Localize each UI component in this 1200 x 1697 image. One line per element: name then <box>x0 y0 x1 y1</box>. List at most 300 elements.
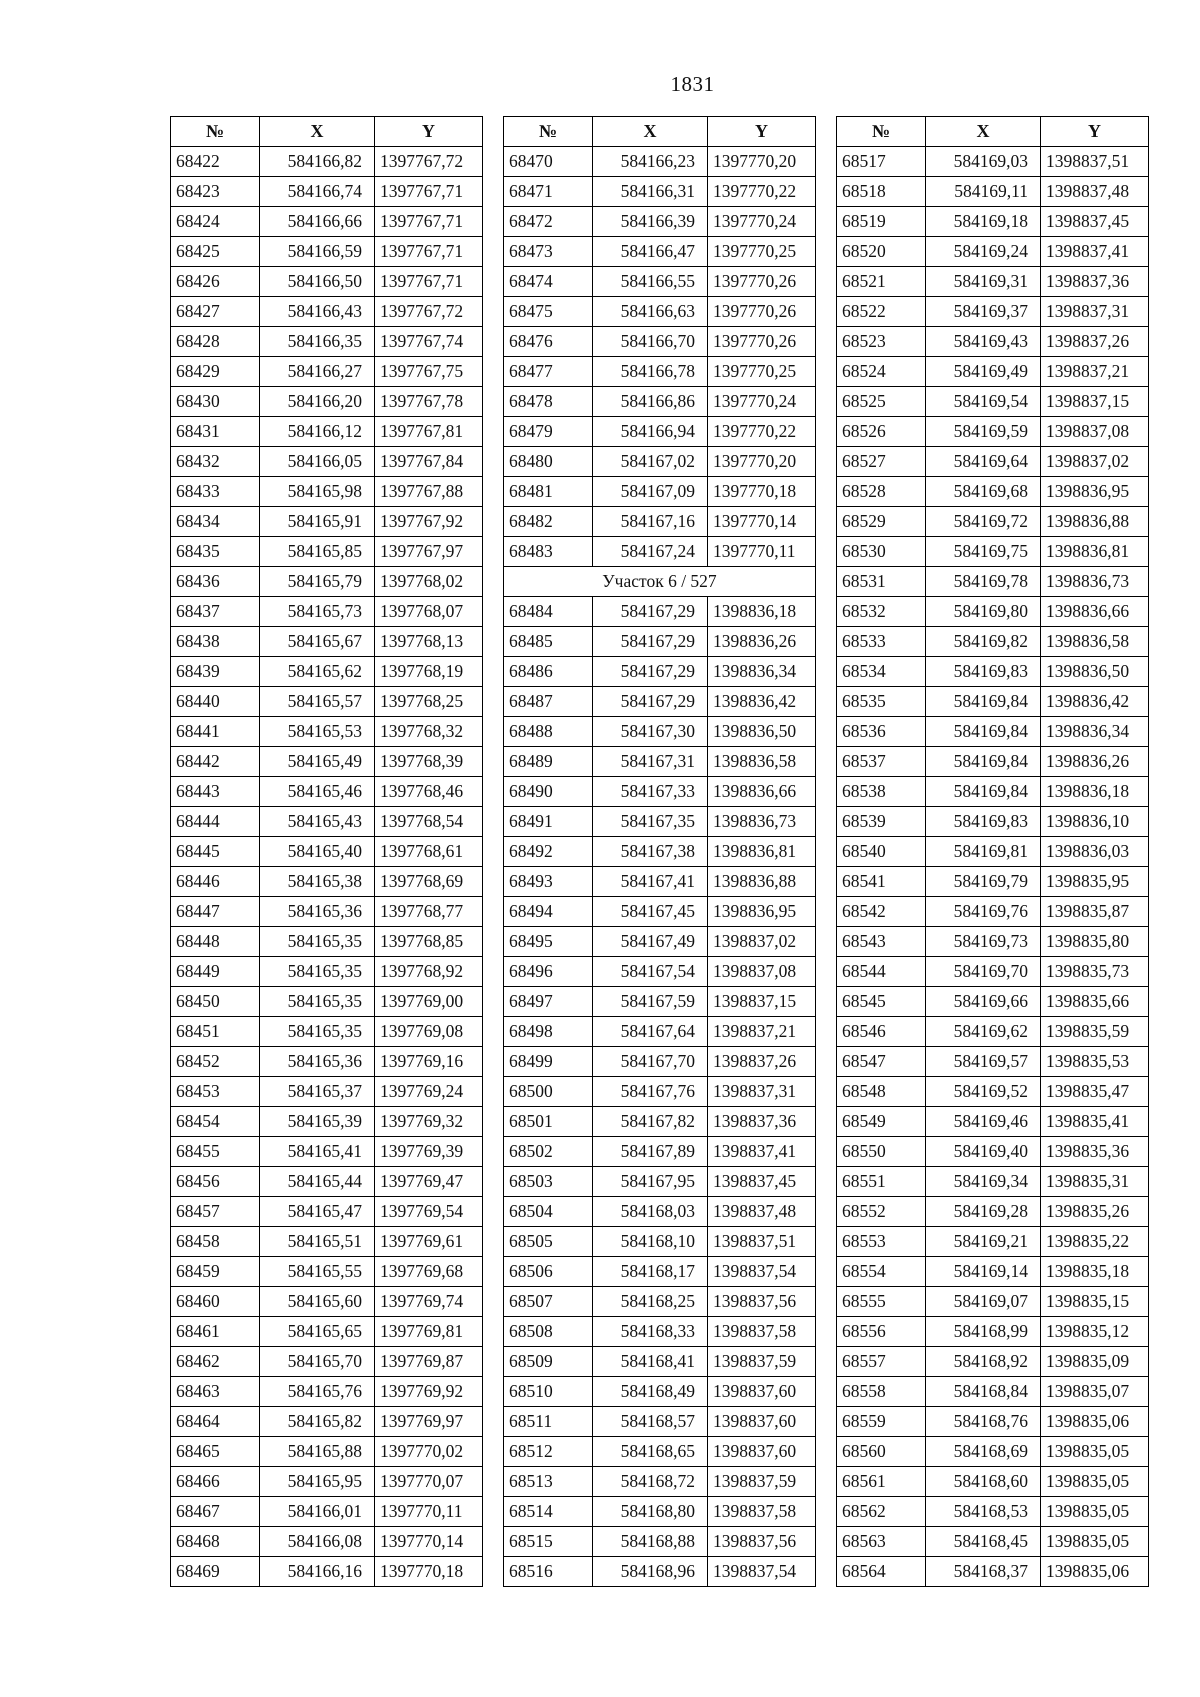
point-number-cell: 68527 <box>837 447 926 477</box>
table-row <box>837 807 1149 837</box>
point-number-cell: 68552 <box>837 1197 926 1227</box>
x-coordinate-cell: 584169,57 <box>926 1047 1041 1077</box>
y-coordinate-cell: 1397769,74 <box>375 1287 483 1317</box>
point-number-cell: 68525 <box>837 387 926 417</box>
table-row <box>837 747 1149 777</box>
point-number-cell: 68512 <box>504 1437 593 1467</box>
table-row <box>504 327 816 357</box>
x-coordinate-cell: 584165,40 <box>260 837 375 867</box>
point-number-cell: 68510 <box>504 1377 593 1407</box>
point-number-cell: 68496 <box>504 957 593 987</box>
table-row <box>837 1017 1149 1047</box>
x-coordinate-cell: 584168,99 <box>926 1317 1041 1347</box>
point-number-cell: 68424 <box>171 207 260 237</box>
y-coordinate-cell: 1397769,87 <box>375 1347 483 1377</box>
y-coordinate-cell: 1398837,36 <box>1041 267 1149 297</box>
table-row <box>504 237 816 267</box>
x-coordinate-cell: 584165,36 <box>260 897 375 927</box>
x-coordinate-cell: 584166,86 <box>593 387 708 417</box>
table-row <box>171 1557 483 1587</box>
y-coordinate-cell: 1397768,92 <box>375 957 483 987</box>
x-coordinate-cell: 584169,76 <box>926 897 1041 927</box>
table-row <box>171 777 483 807</box>
x-coordinate-cell: 584169,37 <box>926 297 1041 327</box>
x-coordinate-cell: 584169,84 <box>926 687 1041 717</box>
y-coordinate-cell: 1397769,39 <box>375 1137 483 1167</box>
x-coordinate-cell: 584165,60 <box>260 1287 375 1317</box>
table-row <box>837 627 1149 657</box>
x-coordinate-cell: 584169,24 <box>926 237 1041 267</box>
table-row <box>171 1347 483 1377</box>
x-coordinate-cell: 584167,45 <box>593 897 708 927</box>
x-coordinate-cell: 584169,52 <box>926 1077 1041 1107</box>
table-body <box>504 147 816 1587</box>
y-coordinate-cell: 1398836,26 <box>708 627 816 657</box>
table-row <box>837 1197 1149 1227</box>
table-row <box>837 1347 1149 1377</box>
point-number-cell: 68447 <box>171 897 260 927</box>
x-coordinate-cell: 584169,62 <box>926 1017 1041 1047</box>
x-coordinate-cell: 584169,54 <box>926 387 1041 417</box>
point-number-cell: 68462 <box>171 1347 260 1377</box>
y-coordinate-cell: 1397767,71 <box>375 237 483 267</box>
table-row <box>504 477 816 507</box>
point-number-cell: 68438 <box>171 627 260 657</box>
point-number-cell: 68507 <box>504 1287 593 1317</box>
table-row <box>837 777 1149 807</box>
point-number-cell: 68559 <box>837 1407 926 1437</box>
table-row <box>171 567 483 597</box>
point-number-cell: 68522 <box>837 297 926 327</box>
table-row <box>504 867 816 897</box>
table-row <box>837 657 1149 687</box>
x-coordinate-cell: 584169,66 <box>926 987 1041 1017</box>
table-row <box>504 987 816 1017</box>
table-row <box>504 837 816 867</box>
table-row <box>171 897 483 927</box>
x-coordinate-cell: 584165,62 <box>260 657 375 687</box>
x-coordinate-cell: 584169,81 <box>926 837 1041 867</box>
point-number-cell: 68518 <box>837 177 926 207</box>
table-row <box>171 357 483 387</box>
header-row <box>837 117 1149 147</box>
x-coordinate-cell: 584166,59 <box>260 237 375 267</box>
x-coordinate-cell: 584165,79 <box>260 567 375 597</box>
point-number-cell: 68529 <box>837 507 926 537</box>
y-coordinate-cell: 1397770,11 <box>375 1497 483 1527</box>
point-number-cell: 68516 <box>504 1557 593 1587</box>
x-coordinate-cell: 584166,82 <box>260 147 375 177</box>
x-coordinate-cell: 584168,96 <box>593 1557 708 1587</box>
x-coordinate-cell: 584165,41 <box>260 1137 375 1167</box>
point-number-cell: 68538 <box>837 777 926 807</box>
y-coordinate-cell: 1397770,26 <box>708 297 816 327</box>
header-number: № <box>504 117 593 147</box>
table-row <box>504 777 816 807</box>
point-number-cell: 68436 <box>171 567 260 597</box>
y-coordinate-cell: 1397768,25 <box>375 687 483 717</box>
point-number-cell: 68561 <box>837 1467 926 1497</box>
y-coordinate-cell: 1397768,46 <box>375 777 483 807</box>
x-coordinate-cell: 584168,41 <box>593 1347 708 1377</box>
point-number-cell: 68555 <box>837 1287 926 1317</box>
y-coordinate-cell: 1397769,47 <box>375 1167 483 1197</box>
point-number-cell: 68511 <box>504 1407 593 1437</box>
x-coordinate-cell: 584165,76 <box>260 1377 375 1407</box>
table-body <box>837 147 1149 1587</box>
y-coordinate-cell: 1398836,81 <box>1041 537 1149 567</box>
point-number-cell: 68430 <box>171 387 260 417</box>
x-coordinate-cell: 584168,84 <box>926 1377 1041 1407</box>
y-coordinate-cell: 1397769,92 <box>375 1377 483 1407</box>
table-row <box>837 927 1149 957</box>
y-coordinate-cell: 1397770,18 <box>708 477 816 507</box>
y-coordinate-cell: 1397767,72 <box>375 297 483 327</box>
table-row <box>504 687 816 717</box>
x-coordinate-cell: 584168,69 <box>926 1437 1041 1467</box>
point-number-cell: 68463 <box>171 1377 260 1407</box>
point-number-cell: 68490 <box>504 777 593 807</box>
point-number-cell: 68476 <box>504 327 593 357</box>
section-label: Участок 6 / 527 <box>504 567 816 597</box>
y-coordinate-cell: 1397770,22 <box>708 417 816 447</box>
x-coordinate-cell: 584167,49 <box>593 927 708 957</box>
x-coordinate-cell: 584168,33 <box>593 1317 708 1347</box>
table-row <box>504 537 816 567</box>
point-number-cell: 68484 <box>504 597 593 627</box>
x-coordinate-cell: 584169,07 <box>926 1287 1041 1317</box>
table-row <box>837 1137 1149 1167</box>
table-row <box>504 447 816 477</box>
x-coordinate-cell: 584165,46 <box>260 777 375 807</box>
point-number-cell: 68428 <box>171 327 260 357</box>
point-number-cell: 68520 <box>837 237 926 267</box>
point-number-cell: 68467 <box>171 1497 260 1527</box>
y-coordinate-cell: 1398835,18 <box>1041 1257 1149 1287</box>
y-coordinate-cell: 1398837,54 <box>708 1557 816 1587</box>
x-coordinate-cell: 584168,88 <box>593 1527 708 1557</box>
y-coordinate-cell: 1398837,15 <box>1041 387 1149 417</box>
y-coordinate-cell: 1397770,20 <box>708 147 816 177</box>
x-coordinate-cell: 584169,68 <box>926 477 1041 507</box>
x-coordinate-cell: 584168,37 <box>926 1557 1041 1587</box>
coordinate-table-1 <box>170 116 483 1587</box>
point-number-cell: 68451 <box>171 1017 260 1047</box>
table-body <box>171 147 483 1587</box>
table-row <box>171 1467 483 1497</box>
y-coordinate-cell: 1397770,20 <box>708 447 816 477</box>
table-row <box>504 1467 816 1497</box>
y-coordinate-cell: 1398836,34 <box>708 657 816 687</box>
table-row <box>837 267 1149 297</box>
y-coordinate-cell: 1398835,53 <box>1041 1047 1149 1077</box>
y-coordinate-cell: 1398835,26 <box>1041 1197 1149 1227</box>
table-row <box>837 1107 1149 1137</box>
x-coordinate-cell: 584166,08 <box>260 1527 375 1557</box>
point-number-cell: 68500 <box>504 1077 593 1107</box>
x-coordinate-cell: 584167,89 <box>593 1137 708 1167</box>
x-coordinate-cell: 584165,65 <box>260 1317 375 1347</box>
x-coordinate-cell: 584169,03 <box>926 147 1041 177</box>
x-coordinate-cell: 584169,70 <box>926 957 1041 987</box>
x-coordinate-cell: 584165,88 <box>260 1437 375 1467</box>
coordinate-table-2 <box>503 116 816 1587</box>
x-coordinate-cell: 584168,49 <box>593 1377 708 1407</box>
y-coordinate-cell: 1397770,14 <box>375 1527 483 1557</box>
table-row <box>504 177 816 207</box>
table-row <box>504 627 816 657</box>
y-coordinate-cell: 1398835,80 <box>1041 927 1149 957</box>
x-coordinate-cell: 584166,39 <box>593 207 708 237</box>
point-number-cell: 68551 <box>837 1167 926 1197</box>
y-coordinate-cell: 1398835,06 <box>1041 1557 1149 1587</box>
x-coordinate-cell: 584167,64 <box>593 1017 708 1047</box>
point-number-cell: 68440 <box>171 687 260 717</box>
point-number-cell: 68547 <box>837 1047 926 1077</box>
point-number-cell: 68530 <box>837 537 926 567</box>
point-number-cell: 68543 <box>837 927 926 957</box>
y-coordinate-cell: 1398835,36 <box>1041 1137 1149 1167</box>
x-coordinate-cell: 584169,40 <box>926 1137 1041 1167</box>
x-coordinate-cell: 584169,21 <box>926 1227 1041 1257</box>
table-row <box>837 327 1149 357</box>
table-row <box>171 657 483 687</box>
x-coordinate-cell: 584169,11 <box>926 177 1041 207</box>
header-row <box>504 117 816 147</box>
y-coordinate-cell: 1398837,56 <box>708 1527 816 1557</box>
y-coordinate-cell: 1398837,41 <box>708 1137 816 1167</box>
table-row <box>504 1107 816 1137</box>
point-number-cell: 68432 <box>171 447 260 477</box>
table-row <box>504 1527 816 1557</box>
table-row <box>171 477 483 507</box>
y-coordinate-cell: 1397767,88 <box>375 477 483 507</box>
table-row <box>837 987 1149 1017</box>
point-number-cell: 68473 <box>504 237 593 267</box>
point-number-cell: 68446 <box>171 867 260 897</box>
y-coordinate-cell: 1398837,54 <box>708 1257 816 1287</box>
table-row <box>171 1167 483 1197</box>
y-coordinate-cell: 1397770,18 <box>375 1557 483 1587</box>
y-coordinate-cell: 1397768,19 <box>375 657 483 687</box>
table-row <box>504 207 816 237</box>
header-number: № <box>171 117 260 147</box>
table-row <box>837 1287 1149 1317</box>
y-coordinate-cell: 1397767,84 <box>375 447 483 477</box>
table-row <box>504 657 816 687</box>
x-coordinate-cell: 584165,51 <box>260 1227 375 1257</box>
point-number-cell: 68475 <box>504 297 593 327</box>
point-number-cell: 68531 <box>837 567 926 597</box>
x-coordinate-cell: 584166,23 <box>593 147 708 177</box>
point-number-cell: 68435 <box>171 537 260 567</box>
x-coordinate-cell: 584166,12 <box>260 417 375 447</box>
point-number-cell: 68554 <box>837 1257 926 1287</box>
y-coordinate-cell: 1397768,13 <box>375 627 483 657</box>
point-number-cell: 68444 <box>171 807 260 837</box>
point-number-cell: 68515 <box>504 1527 593 1557</box>
table-row <box>171 1257 483 1287</box>
y-coordinate-cell: 1398836,66 <box>708 777 816 807</box>
table-row <box>171 627 483 657</box>
point-number-cell: 68498 <box>504 1017 593 1047</box>
x-coordinate-cell: 584166,94 <box>593 417 708 447</box>
table-row <box>171 1287 483 1317</box>
point-number-cell: 68486 <box>504 657 593 687</box>
table-row <box>504 1257 816 1287</box>
x-coordinate-cell: 584165,55 <box>260 1257 375 1287</box>
x-coordinate-cell: 584167,33 <box>593 777 708 807</box>
table-row <box>837 837 1149 867</box>
y-coordinate-cell: 1398836,58 <box>708 747 816 777</box>
y-coordinate-cell: 1397767,97 <box>375 537 483 567</box>
point-number-cell: 68503 <box>504 1167 593 1197</box>
point-number-cell: 68541 <box>837 867 926 897</box>
point-number-cell: 68549 <box>837 1107 926 1137</box>
y-coordinate-cell: 1398835,05 <box>1041 1527 1149 1557</box>
point-number-cell: 68492 <box>504 837 593 867</box>
y-coordinate-cell: 1398835,66 <box>1041 987 1149 1017</box>
x-coordinate-cell: 584168,65 <box>593 1437 708 1467</box>
y-coordinate-cell: 1397770,24 <box>708 207 816 237</box>
table-row <box>837 1077 1149 1107</box>
x-coordinate-cell: 584167,29 <box>593 597 708 627</box>
table-row <box>504 357 816 387</box>
table-row <box>837 1557 1149 1587</box>
table-row <box>837 897 1149 927</box>
x-coordinate-cell: 584165,44 <box>260 1167 375 1197</box>
x-coordinate-cell: 584165,47 <box>260 1197 375 1227</box>
point-number-cell: 68445 <box>171 837 260 867</box>
table-row <box>171 837 483 867</box>
y-coordinate-cell: 1397767,74 <box>375 327 483 357</box>
y-coordinate-cell: 1397770,26 <box>708 267 816 297</box>
point-number-cell: 68494 <box>504 897 593 927</box>
x-coordinate-cell: 584167,35 <box>593 807 708 837</box>
x-coordinate-cell: 584167,29 <box>593 627 708 657</box>
y-coordinate-cell: 1397768,02 <box>375 567 483 597</box>
table-row <box>504 297 816 327</box>
table-row <box>171 1077 483 1107</box>
table-row <box>837 477 1149 507</box>
header-row <box>171 117 483 147</box>
x-coordinate-cell: 584168,03 <box>593 1197 708 1227</box>
table-row <box>504 1557 816 1587</box>
point-number-cell: 68501 <box>504 1107 593 1137</box>
point-number-cell: 68453 <box>171 1077 260 1107</box>
table-row <box>504 1017 816 1047</box>
table-row <box>171 177 483 207</box>
y-coordinate-cell: 1398837,21 <box>708 1017 816 1047</box>
point-number-cell: 68423 <box>171 177 260 207</box>
point-number-cell: 68537 <box>837 747 926 777</box>
x-coordinate-cell: 584168,17 <box>593 1257 708 1287</box>
header-y: Y <box>1041 117 1149 147</box>
page-number: 1831 <box>670 72 715 96</box>
point-number-cell: 68508 <box>504 1317 593 1347</box>
y-coordinate-cell: 1397769,00 <box>375 987 483 1017</box>
x-coordinate-cell: 584166,66 <box>260 207 375 237</box>
y-coordinate-cell: 1398837,08 <box>708 957 816 987</box>
x-coordinate-cell: 584168,80 <box>593 1497 708 1527</box>
table-row <box>837 867 1149 897</box>
table-row <box>837 357 1149 387</box>
y-coordinate-cell: 1397767,92 <box>375 507 483 537</box>
y-coordinate-cell: 1398836,88 <box>708 867 816 897</box>
table-row <box>171 417 483 447</box>
point-number-cell: 68564 <box>837 1557 926 1587</box>
y-coordinate-cell: 1398837,59 <box>708 1347 816 1377</box>
point-number-cell: 68495 <box>504 927 593 957</box>
y-coordinate-cell: 1398836,42 <box>708 687 816 717</box>
x-coordinate-cell: 584165,85 <box>260 537 375 567</box>
y-coordinate-cell: 1397770,11 <box>708 537 816 567</box>
x-coordinate-cell: 584168,76 <box>926 1407 1041 1437</box>
point-number-cell: 68426 <box>171 267 260 297</box>
x-coordinate-cell: 584167,41 <box>593 867 708 897</box>
point-number-cell: 68461 <box>171 1317 260 1347</box>
point-number-cell: 68536 <box>837 717 926 747</box>
table-row <box>837 1467 1149 1497</box>
table-row <box>837 687 1149 717</box>
y-coordinate-cell: 1398837,51 <box>708 1227 816 1257</box>
point-number-cell: 68523 <box>837 327 926 357</box>
table-row <box>171 207 483 237</box>
table-row <box>504 507 816 537</box>
table-row <box>837 1497 1149 1527</box>
table-row <box>837 1317 1149 1347</box>
point-number-cell: 68493 <box>504 867 593 897</box>
y-coordinate-cell: 1398836,73 <box>1041 567 1149 597</box>
point-number-cell: 68562 <box>837 1497 926 1527</box>
y-coordinate-cell: 1397768,61 <box>375 837 483 867</box>
x-coordinate-cell: 584168,92 <box>926 1347 1041 1377</box>
table-row <box>171 1317 483 1347</box>
x-coordinate-cell: 584166,20 <box>260 387 375 417</box>
x-coordinate-cell: 584167,09 <box>593 477 708 507</box>
y-coordinate-cell: 1398836,95 <box>708 897 816 927</box>
y-coordinate-cell: 1397767,71 <box>375 177 483 207</box>
point-number-cell: 68513 <box>504 1467 593 1497</box>
table-row <box>837 597 1149 627</box>
x-coordinate-cell: 584169,80 <box>926 597 1041 627</box>
header-y: Y <box>708 117 816 147</box>
table-row <box>171 297 483 327</box>
table-row <box>171 327 483 357</box>
y-coordinate-cell: 1398837,02 <box>1041 447 1149 477</box>
table-row <box>837 1377 1149 1407</box>
y-coordinate-cell: 1398836,34 <box>1041 717 1149 747</box>
x-coordinate-cell: 584169,14 <box>926 1257 1041 1287</box>
table-row <box>171 717 483 747</box>
x-coordinate-cell: 584165,57 <box>260 687 375 717</box>
x-coordinate-cell: 584165,39 <box>260 1107 375 1137</box>
y-coordinate-cell: 1397767,75 <box>375 357 483 387</box>
table-row <box>504 1077 816 1107</box>
point-number-cell: 68550 <box>837 1137 926 1167</box>
point-number-cell: 68558 <box>837 1377 926 1407</box>
table-row <box>504 1227 816 1257</box>
table-row <box>504 1137 816 1167</box>
x-coordinate-cell: 584167,70 <box>593 1047 708 1077</box>
point-number-cell: 68452 <box>171 1047 260 1077</box>
point-number-cell: 68532 <box>837 597 926 627</box>
x-coordinate-cell: 584166,16 <box>260 1557 375 1587</box>
table-row <box>504 717 816 747</box>
y-coordinate-cell: 1397768,54 <box>375 807 483 837</box>
x-coordinate-cell: 584165,73 <box>260 597 375 627</box>
y-coordinate-cell: 1398836,26 <box>1041 747 1149 777</box>
